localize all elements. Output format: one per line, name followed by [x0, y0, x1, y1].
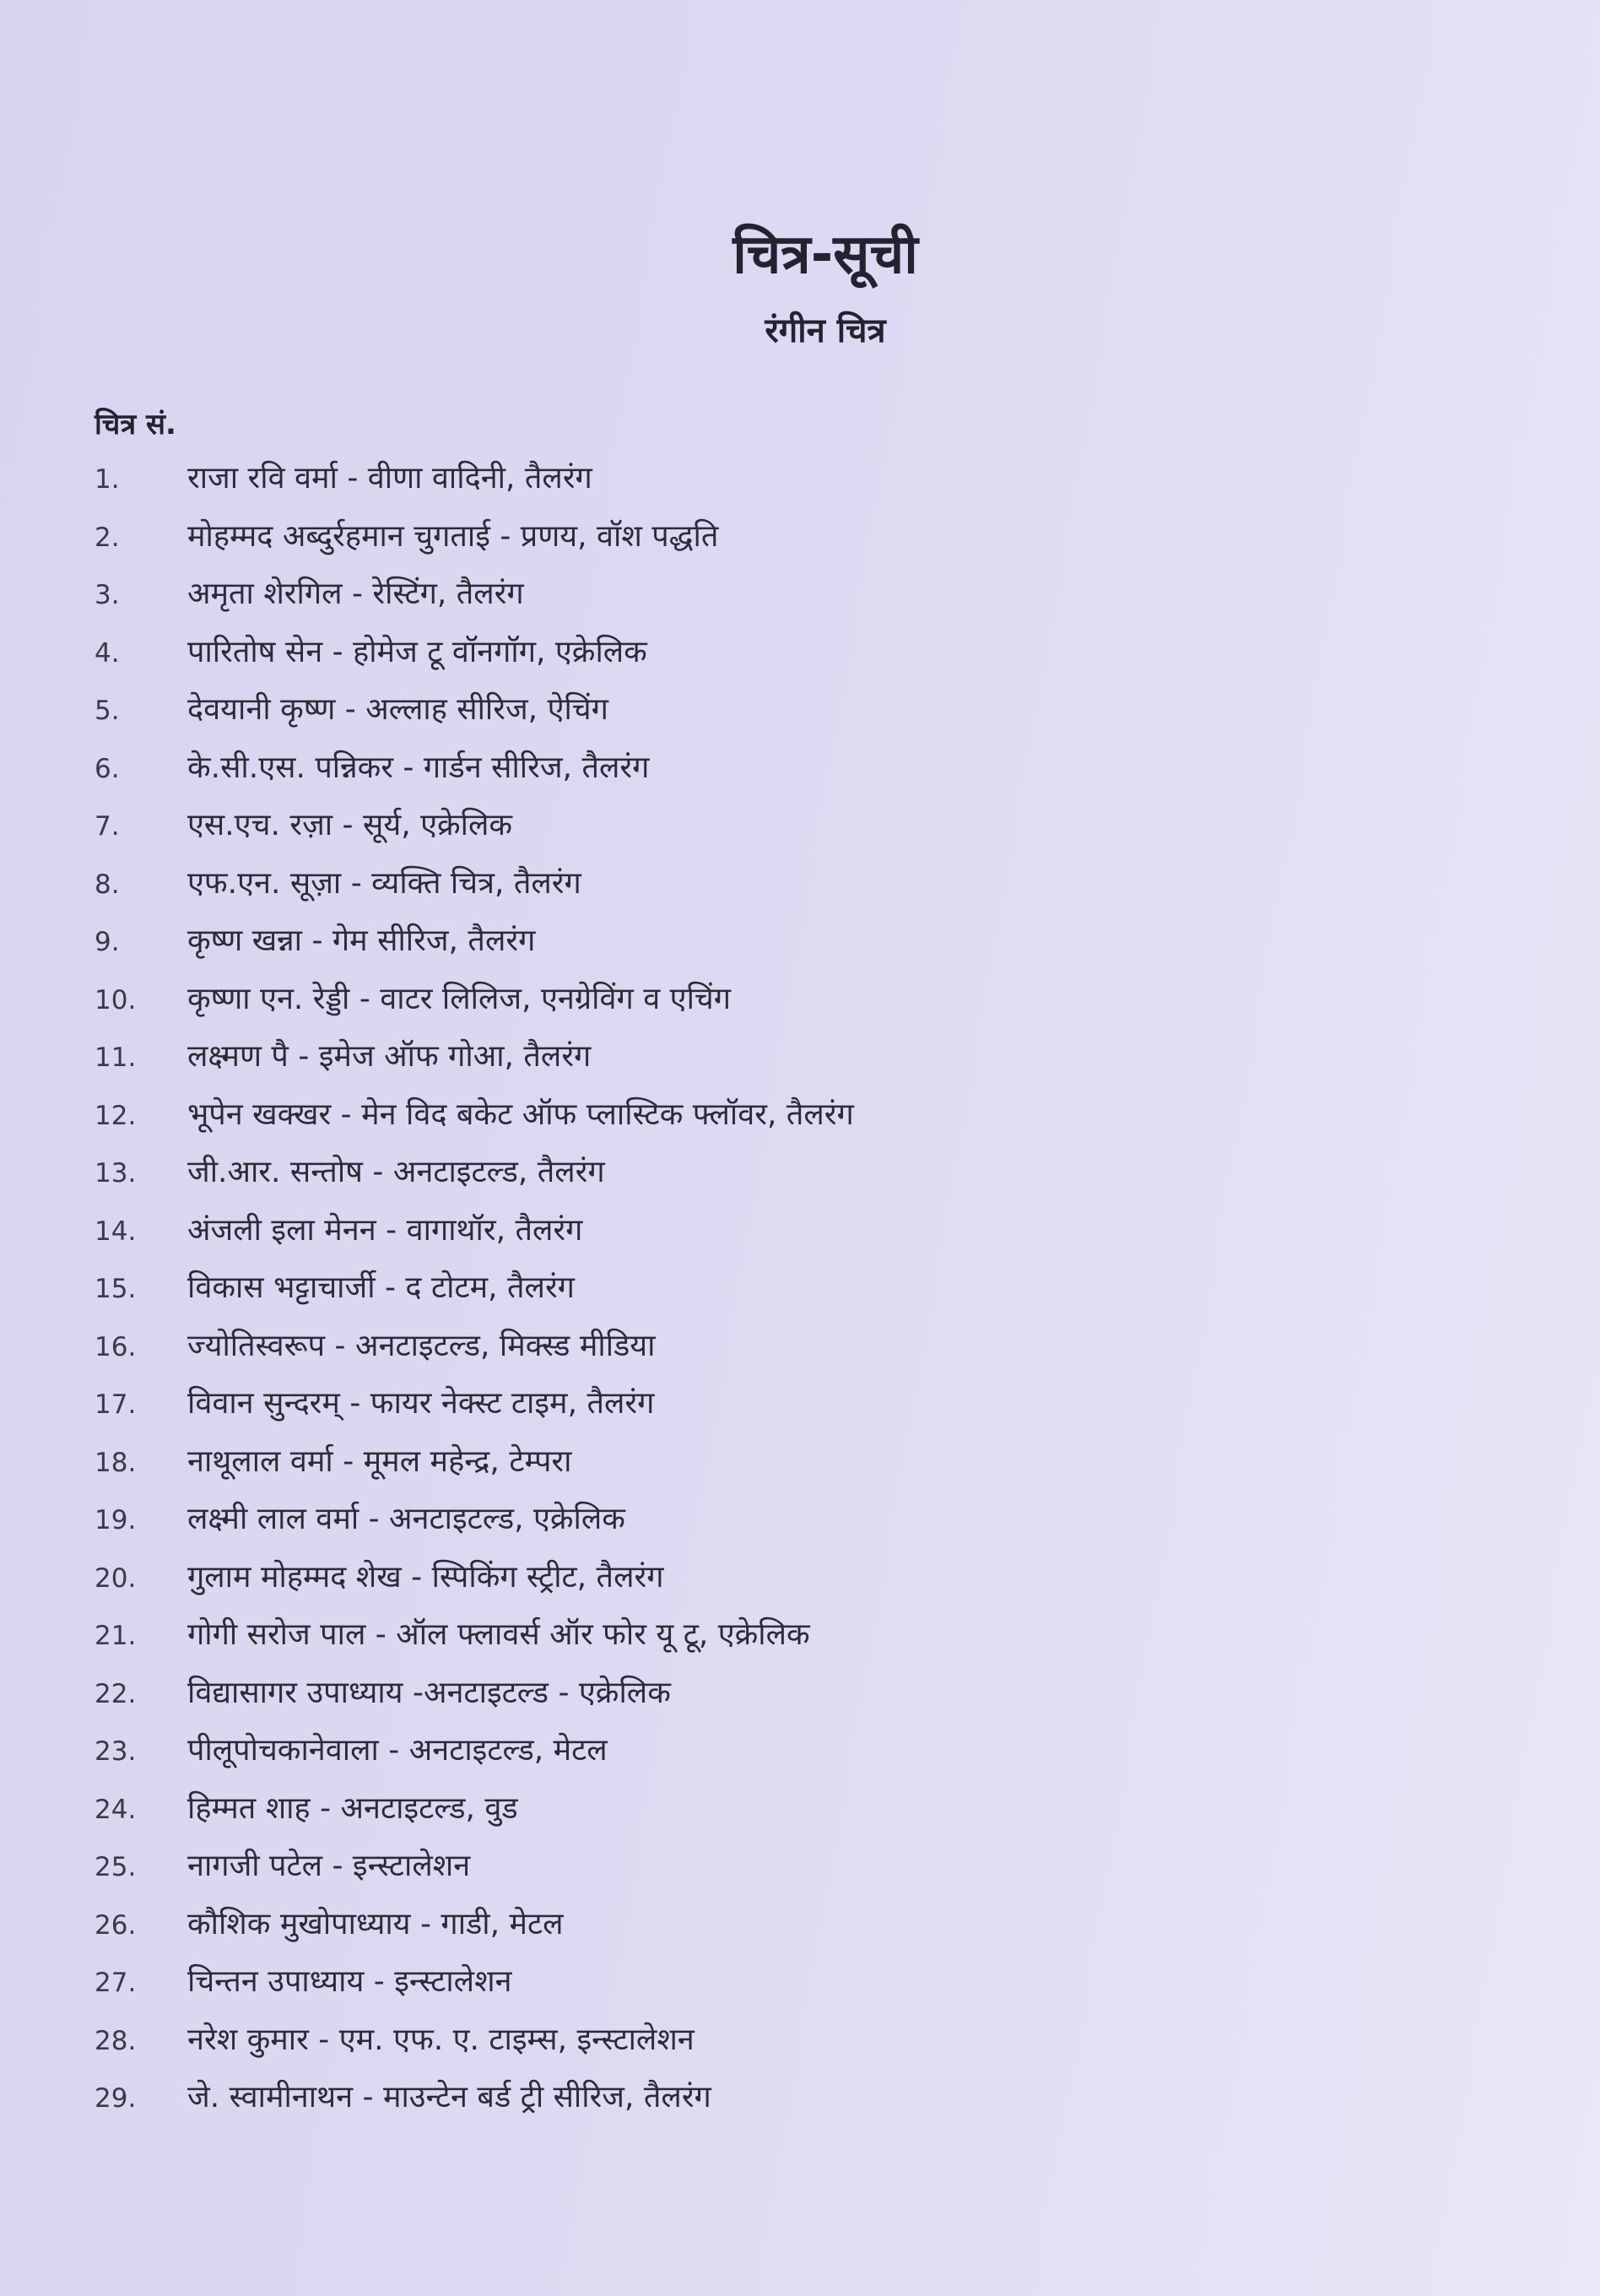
item-number: 17. — [95, 1389, 137, 1420]
item-text: नागजी पटेल - इन्स्टालेशन — [187, 1849, 471, 1883]
list-item — [95, 1497, 1529, 1555]
item-number: 10. — [95, 984, 137, 1015]
item-text: ज्योतिस्वरूप - अनटाइटल्ड, मिक्स्ड मीडिया — [187, 1328, 656, 1363]
list-item — [95, 2017, 1529, 2076]
list-item — [95, 1092, 1529, 1151]
item-number: 5. — [95, 696, 120, 726]
list-item — [95, 1265, 1529, 1324]
item-text: विवान सुन्दरम् - फायर नेक्स्ट टाइम, तैलरंग — [187, 1386, 655, 1421]
item-text: नरेश कुमार - एम. एफ. ए. टाइम्स, इन्स्टालेशन — [187, 2022, 695, 2057]
item-text: गुलाम मोहम्मद शेख - स्पिकिंग स्ट्रीट, तैलरंग — [187, 1559, 664, 1595]
item-number: 28. — [95, 2025, 137, 2056]
item-text: कृष्ण खन्ना - गेम सीरिज, तैलरंग — [187, 923, 536, 958]
item-text: कौशिक मुखोपाध्याय - गाडी, मेटल — [187, 1906, 564, 1941]
item-text: पारितोष सेन - होमेज टू वॉनगॉग, एक्रेलिक — [187, 634, 647, 669]
item-text: लक्ष्मण पै - इमेज ऑफ गोआ, तैलरंग — [187, 1039, 592, 1074]
list-item — [95, 1150, 1529, 1208]
item-text: जी.आर. सन्तोष - अनटाइटल्ड, तैलरंग — [187, 1155, 605, 1189]
column-label: चित्र सं. — [95, 408, 176, 441]
item-number: 8. — [95, 869, 120, 900]
item-text: गोगी सरोज पाल - ऑल फ्लावर्स ऑर फोर यू टू, एक्रेलिक — [187, 1617, 810, 1652]
list-item — [95, 1208, 1529, 1266]
list-item — [95, 918, 1529, 977]
list-item — [95, 861, 1529, 919]
item-text: लक्ष्मी लाल वर्मा - अनटाइटल्ड, एक्रेलिक — [187, 1502, 625, 1536]
list-item — [95, 1555, 1529, 1613]
item-number: 24. — [95, 1794, 137, 1825]
item-text: पीलूपोचकानेवाला - अनटाइटल्ड, मेटल — [187, 1733, 608, 1768]
item-number: 1. — [95, 464, 120, 495]
item-number: 16. — [95, 1331, 137, 1362]
list-item — [95, 1612, 1529, 1671]
list-item — [95, 1439, 1529, 1497]
list-item — [95, 1324, 1529, 1382]
list-item — [95, 1844, 1529, 1902]
page-title: चित्र-सूची — [732, 224, 918, 286]
list-item — [95, 1959, 1529, 2017]
item-number: 6. — [95, 753, 120, 784]
list-item — [95, 514, 1529, 572]
list-item — [95, 2075, 1529, 2133]
item-text: भूपेन खक्खर - मेन विद बकेट ऑफ प्लास्टिक फ्लॉवर, तैलरंग — [187, 1097, 854, 1132]
list-item — [95, 687, 1529, 745]
item-text: हिम्मत शाह - अनटाइटल्ड, वुड — [187, 1790, 518, 1826]
item-text: देवयानी कृष्ण - अल्लाह सीरिज, ऐचिंग — [187, 692, 608, 727]
list-item — [95, 745, 1529, 804]
item-number: 2. — [95, 522, 120, 553]
item-number: 26. — [95, 1909, 137, 1941]
item-number: 18. — [95, 1447, 137, 1478]
list-item — [95, 1034, 1529, 1092]
item-number: 11. — [95, 1042, 137, 1073]
list-item — [95, 977, 1529, 1035]
item-text: राजा रवि वर्मा - वीणा वादिनी, तैलरंग — [187, 461, 592, 495]
list-item — [95, 456, 1529, 514]
item-text: अंजली इला मेनन - वागाथॉर, तैलरंग — [187, 1212, 583, 1248]
item-number: 29. — [95, 2083, 137, 2114]
item-number: 12. — [95, 1100, 137, 1131]
item-number: 23. — [95, 1736, 137, 1767]
item-text: नाथूलाल वर्मा - मूमल महेन्द्र, टेम्परा — [187, 1443, 572, 1479]
item-number: 9. — [95, 927, 120, 957]
item-text: जे. स्वामीनाथन - माउन्टेन बर्ड ट्री सीरिज, तैलरंग — [187, 2080, 711, 2115]
item-number: 4. — [95, 637, 120, 669]
item-number: 25. — [95, 1852, 137, 1882]
item-number: 20. — [95, 1562, 137, 1594]
list-item — [95, 630, 1529, 688]
item-number: 3. — [95, 580, 120, 610]
list-item — [95, 1728, 1529, 1786]
item-number: 27. — [95, 1968, 137, 1998]
list-item — [95, 1902, 1529, 1960]
item-number: 22. — [95, 1678, 137, 1709]
item-text: कृष्णा एन. रेड्डी - वाटर लिलिज, एनग्रेविंग व एचिंग — [187, 981, 732, 1016]
list-item — [95, 1671, 1529, 1729]
item-number: 7. — [95, 811, 120, 842]
page-subtitle: रंगीन चित्र — [765, 311, 886, 350]
list-item — [95, 803, 1529, 861]
item-text: एस.एच. रज़ा - सूर्य, एक्रेलिक — [187, 808, 513, 842]
item-number: 15. — [95, 1274, 137, 1304]
item-text: चिन्तन उपाध्याय - इन्स्टालेशन — [187, 1964, 512, 1999]
item-text: विकास भट्टाचार्जी - द टोटम, तैलरंग — [187, 1270, 575, 1305]
item-number: 14. — [95, 1216, 137, 1247]
item-text: के.सी.एस. पन्निकर - गार्डन सीरिज, तैलरंग — [187, 750, 650, 785]
item-text: मोहम्मद अब्दुर्रहमान चुगताई - प्रणय, वॉश पद्धति — [187, 518, 719, 554]
figure-list — [95, 456, 1529, 2133]
item-text: अमृता शेरगिल - रेस्टिंग, तैलरंग — [187, 577, 524, 611]
list-item — [95, 1786, 1529, 1844]
list-item — [95, 1381, 1529, 1439]
item-text: विद्यासागर उपाध्याय -अनटाइटल्ड - एक्रेलिक — [187, 1675, 671, 1710]
item-text: एफ.एन. सूज़ा - व्यक्ति चित्र, तैलरंग — [187, 865, 581, 901]
item-number: 21. — [95, 1621, 137, 1651]
item-number: 19. — [95, 1505, 137, 1535]
list-item — [95, 571, 1529, 630]
item-number: 13. — [95, 1158, 137, 1189]
